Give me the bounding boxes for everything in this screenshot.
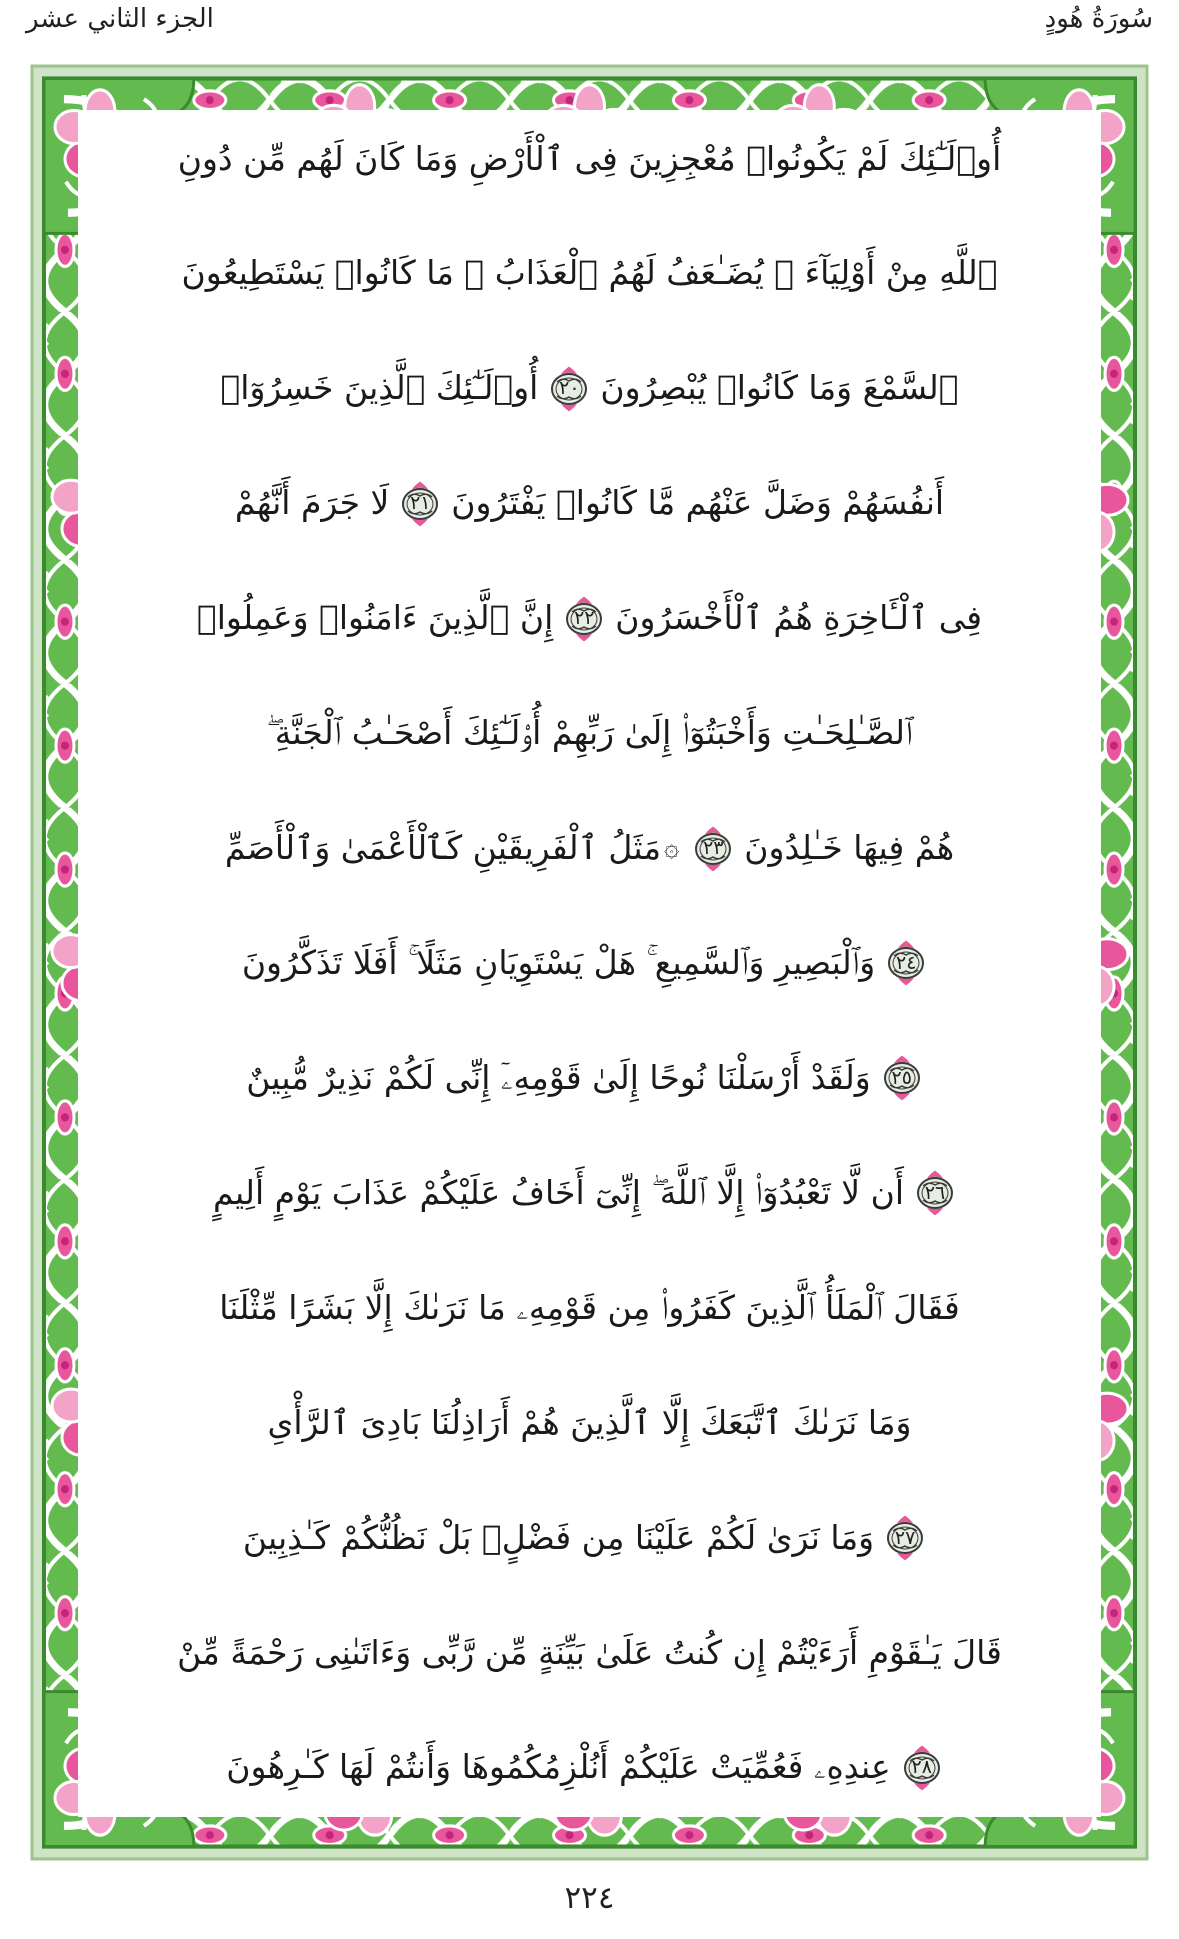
juz-name-header: الجزء الثاني عشر xyxy=(26,4,214,34)
ayah-number-marker[interactable] xyxy=(880,1513,930,1563)
page-number: ٢٢٤ xyxy=(564,1880,615,1916)
ayah-line-5 xyxy=(84,576,1095,662)
ayah-text: ٱلسَّمْعَ وَمَا كَانُوا۟ يُبْصِرُونَ xyxy=(600,368,959,408)
ayah-line-8 xyxy=(84,920,1095,1006)
quran-text-block xyxy=(78,110,1101,1817)
ayah-number-marker[interactable] xyxy=(910,1168,960,1218)
ayah-number: ٢٥ xyxy=(891,1066,912,1089)
ayah-number-marker[interactable] xyxy=(688,824,738,874)
page-number-area xyxy=(14,1863,1165,1933)
decorative-border-frame xyxy=(30,64,1149,1861)
ayah-text: وَمَا نَرَىٰكَ ٱتَّبَعَكَ إِلَّا ٱلَّذِينَ هُمْ أَرَاذِلُنَا بَادِىَ ٱلرَّأْىِ xyxy=(267,1402,912,1442)
ayah-line-1 xyxy=(84,116,1095,202)
running-header xyxy=(0,0,1179,58)
frame-area xyxy=(14,58,1165,1939)
ayah-line-13 xyxy=(84,1495,1095,1581)
ayah-line-15 xyxy=(84,1725,1095,1811)
surah-name-header: سُورَةُ هُودٍ xyxy=(1044,4,1153,34)
ayah-line-14 xyxy=(84,1610,1095,1696)
ayah-number: ٢٣ xyxy=(703,837,724,860)
rub-el-hizb-icon: ۞ xyxy=(664,832,680,863)
ayah-text: فَقَالَ ٱلْمَلَأُ ٱلَّذِينَ كَفَرُوا۟ مِن قَوْمِهِۦ مَا نَرَىٰكَ إِلَّا بَشَرًا مِّثْلَنَا xyxy=(219,1287,960,1327)
ayah-line-10 xyxy=(84,1150,1095,1236)
ayah-number: ٢٧ xyxy=(894,1526,916,1549)
ayah-text: وَلَقَدْ أَرْسَلْنَا نُوحًا إِلَىٰ قَوْمِهِۦٓ إِنِّى لَكُمْ نَذِيرٌ مُّبِينٌ xyxy=(246,1057,871,1097)
ayah-number: ٢٢ xyxy=(574,607,595,630)
ayah-text: وَٱلْبَصِيرِ وَٱلسَّمِيعِ ۚ هَلْ يَسْتَوِيَانِ مَثَلًا ۚ أَفَلَا تَذَكَّرُونَ xyxy=(241,942,876,982)
ayah-text: لَا جَرَمَ أَنَّهُمْ xyxy=(234,483,390,523)
ayah-number-marker[interactable] xyxy=(897,1743,947,1793)
ayah-number: ٢٤ xyxy=(895,951,917,974)
ayah-text: إِنَّ ٱلَّذِينَ ءَامَنُوا۟ وَعَمِلُوا۟ xyxy=(196,598,554,638)
ayah-number-marker[interactable] xyxy=(877,1053,927,1103)
ayah-text: فِى ٱلْـَٔاخِرَةِ هُمُ ٱلْأَخْسَرُونَ xyxy=(615,598,983,638)
ayah-line-4 xyxy=(84,461,1095,547)
ayah-line-6 xyxy=(84,691,1095,777)
ayah-line-9 xyxy=(84,1035,1095,1121)
ayah-line-11 xyxy=(84,1265,1095,1351)
ayah-text: قَالَ يَـٰقَوْمِ أَرَءَيْتُمْ إِن كُنتُ عَلَىٰ بَيِّنَةٍ مِّن رَّبِّى وَءَاتَىٰنِى رَحْمَةً مِّنْ xyxy=(177,1632,1002,1672)
ayah-text: عِندِهِۦ فَعُمِّيَتْ عَلَيْكُمْ أَنُلْزِمُكُمُوهَا وَأَنتُمْ لَهَا كَـٰرِهُونَ xyxy=(226,1747,891,1787)
ayah-text: ٱللَّهِ مِنْ أَوْلِيَآءَ ۘ يُضَـٰعَفُ لَهُمُ ٱلْعَذَابُ ۚ مَا كَانُوا۟ يَسْتَطِيعُونَ xyxy=(181,253,998,293)
ayah-number-marker[interactable] xyxy=(881,938,931,988)
ayah-text: هُمْ فِيهَا خَـٰلِدُونَ xyxy=(744,828,955,868)
ayah-line-2 xyxy=(84,231,1095,317)
ayah-line-3 xyxy=(84,346,1095,432)
ayah-number-marker[interactable] xyxy=(544,364,594,414)
ayah-text: أَن لَّا تَعْبُدُوٓا۟ إِلَّا ٱللَّهَ ۖ إِنِّىٓ أَخَافُ عَلَيْكُمْ عَذَابَ يَوْمٍ أَلِيمٍ xyxy=(213,1172,904,1212)
ayah-text: مَثَلُ ٱلْفَرِيقَيْنِ كَٱلْأَعْمَىٰ وَٱلْأَصَمِّ xyxy=(224,828,662,868)
ayah-line-12 xyxy=(84,1380,1095,1466)
ayah-number-marker[interactable] xyxy=(395,479,445,529)
ayah-number: ٢١ xyxy=(410,492,431,515)
ayah-text: أُو۟لَـٰٓئِكَ لَمْ يَكُونُوا۟ مُعْجِزِينَ فِى ٱلْأَرْضِ وَمَا كَانَ لَهُم مِّن دُونِ xyxy=(177,138,1002,178)
ayah-text: ٱلصَّـٰلِحَـٰتِ وَأَخْبَتُوٓا۟ إِلَىٰ رَبِّهِمْ أُو۟لَـٰٓئِكَ أَصْحَـٰبُ ٱلْجَنَّةِ ۖ xyxy=(266,713,913,753)
ayah-number: ٢٨ xyxy=(911,1756,932,1779)
ayah-text: أَنفُسَهُمْ وَضَلَّ عَنْهُم مَّا كَانُوا۟ يَفْتَرُونَ xyxy=(451,483,945,523)
ayah-text: أُو۟لَـٰٓئِكَ ٱلَّذِينَ خَسِرُوٓا۟ xyxy=(220,368,539,408)
ayah-text: وَمَا نَرَىٰ لَكُمْ عَلَيْنَا مِن فَضْلٍۭ بَلْ نَظُنُّكُمْ كَـٰذِبِينَ xyxy=(242,1517,875,1557)
ayah-number-marker[interactable] xyxy=(559,594,609,644)
ayah-line-7 xyxy=(84,806,1095,892)
ayah-number: ٢٦ xyxy=(924,1181,946,1204)
ayah-number: ٢٠ xyxy=(559,377,580,400)
